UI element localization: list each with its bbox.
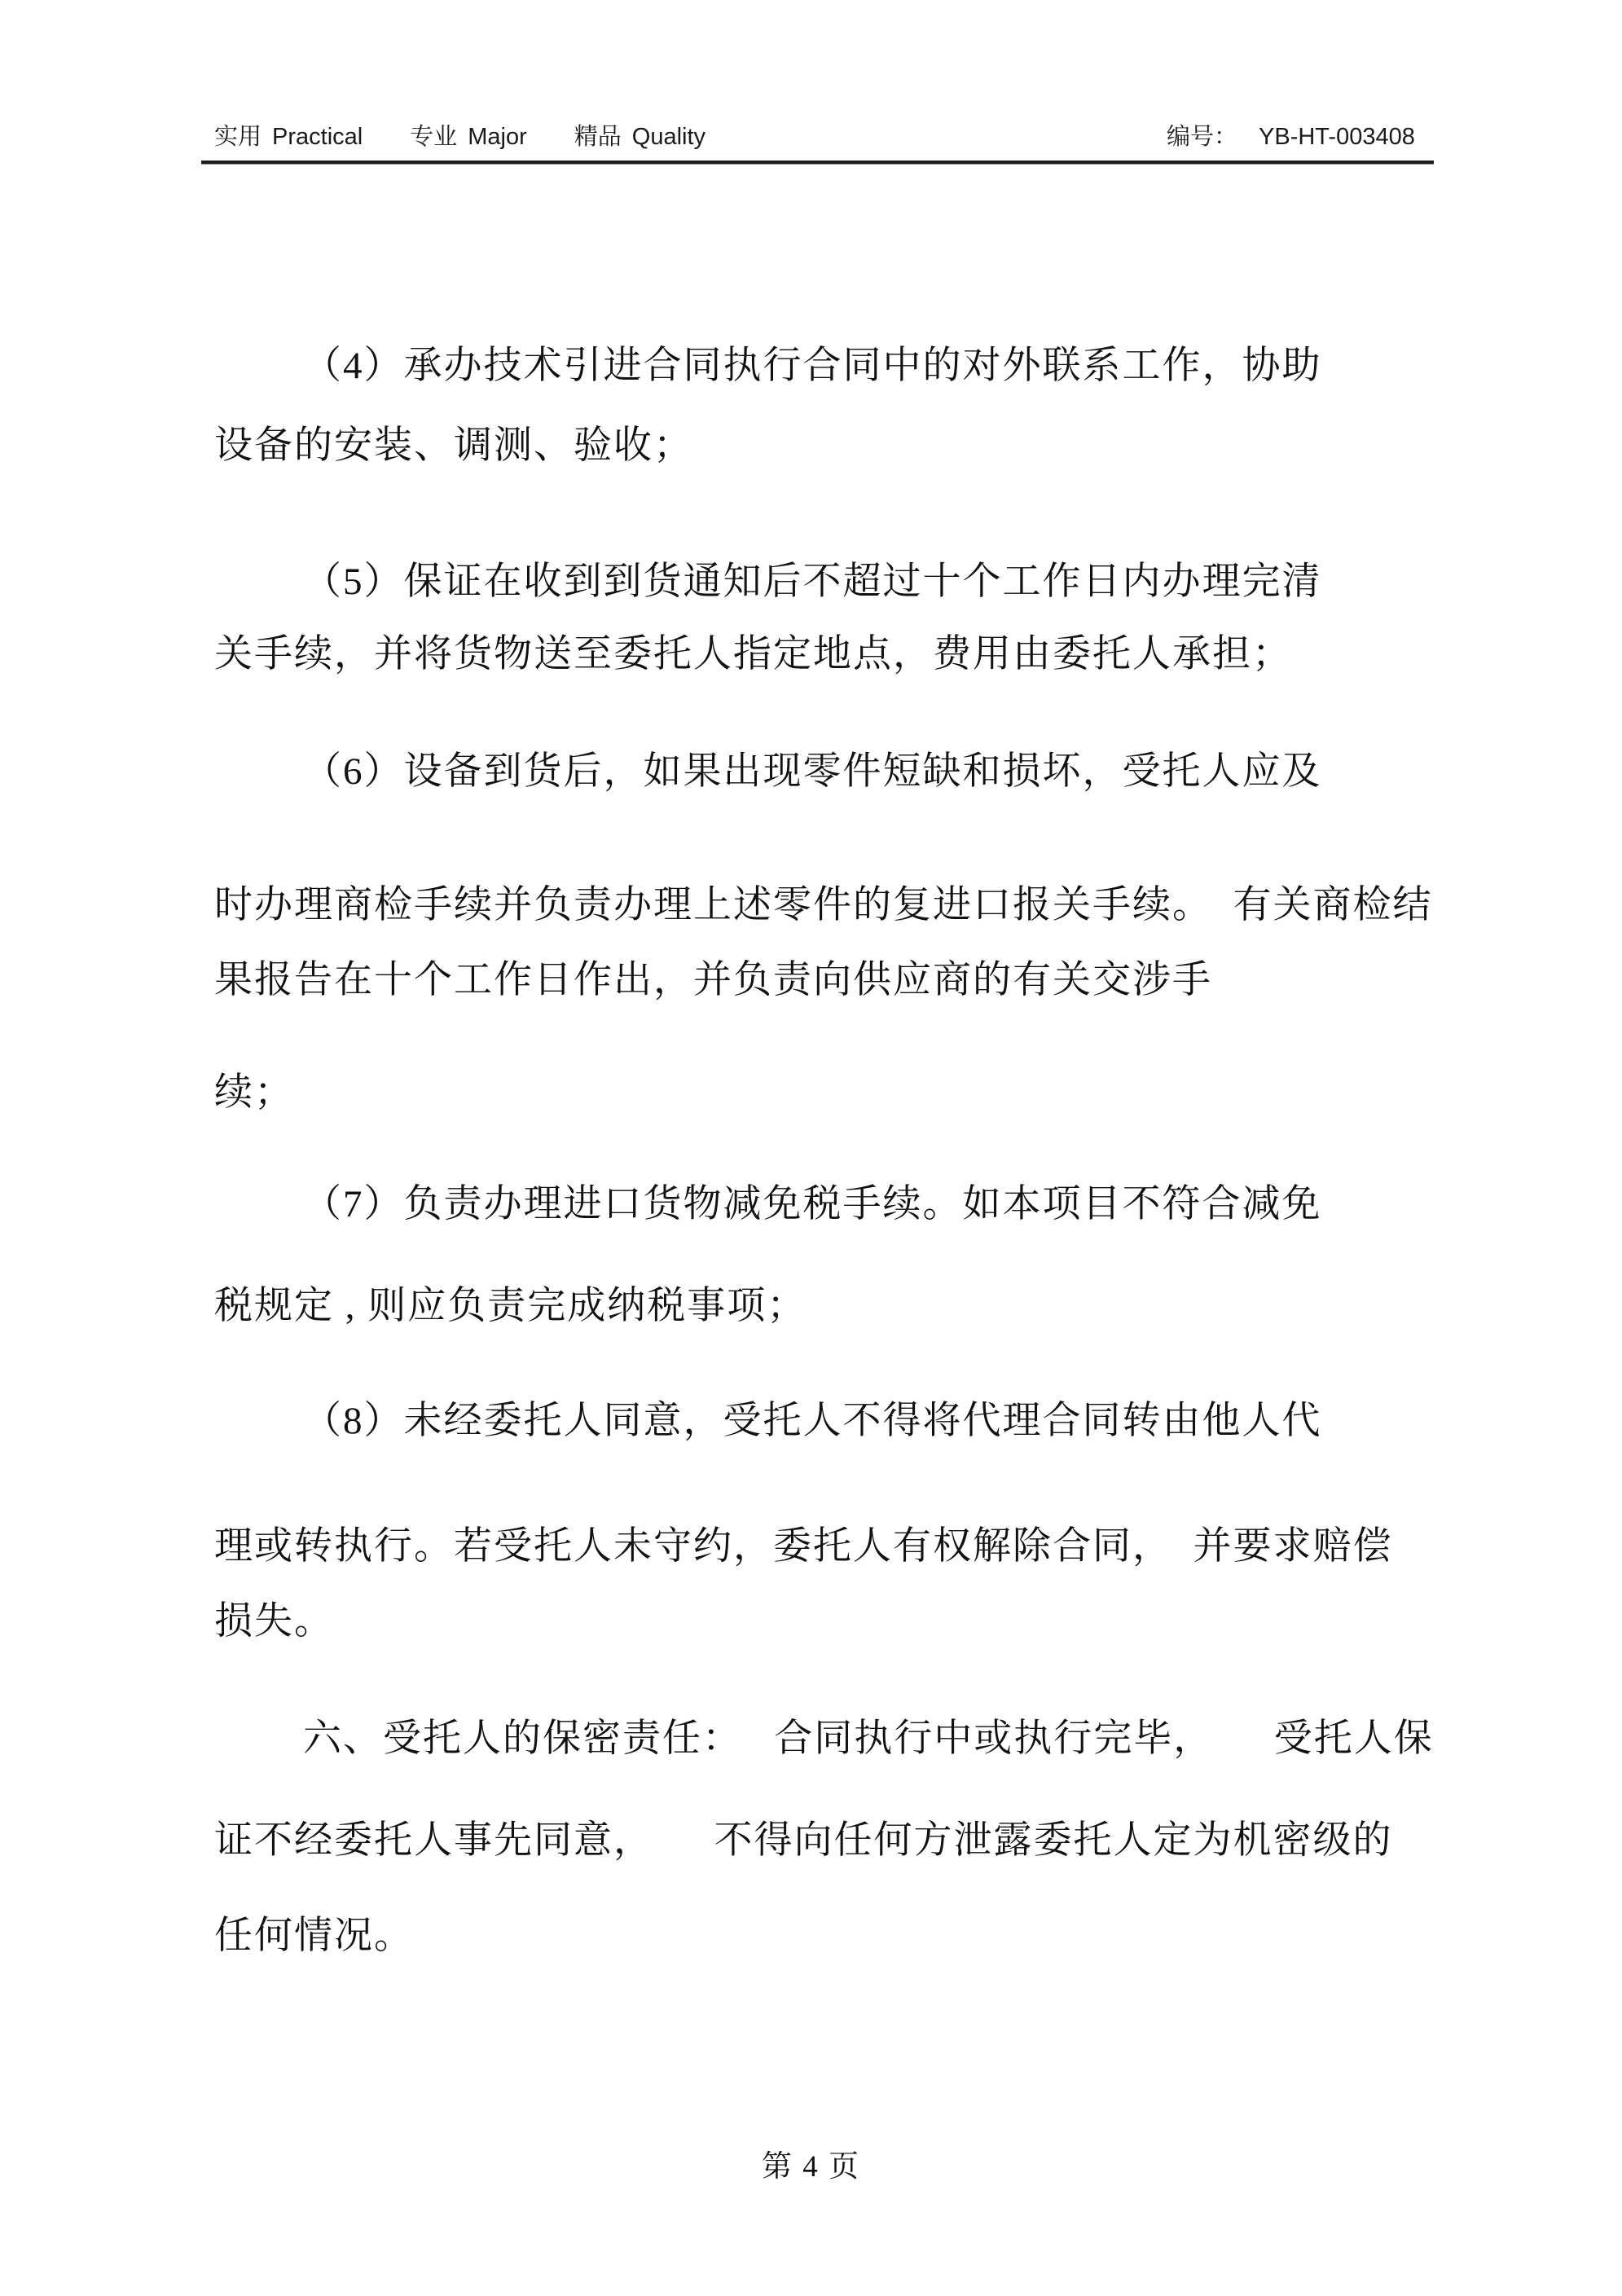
doc-number-label: 编号： xyxy=(1167,124,1238,150)
tagline-quality-zh: 精品 xyxy=(574,124,622,150)
clause-six-line-2: 证不经委托人事先同意， 不得向任何方泄露委托人定为机密级的 xyxy=(214,1819,1393,1862)
header-doc-number xyxy=(1167,122,1415,152)
tagline-practical-zh: 实用 xyxy=(214,124,262,150)
clause-8-line-2: 理或转执行。若受托人未守约，委托人有权解除合同， 并要求赔偿 xyxy=(214,1525,1393,1568)
header-rule xyxy=(201,161,1434,165)
tagline-practical-en: Practical xyxy=(272,124,363,150)
clause-6-line-2: 时办理商检手续并负责办理上述零件的复进口报关手续。 有关商检结 xyxy=(214,884,1433,926)
clause-4-line-2: 设备的安装、调测、验收； xyxy=(214,424,693,467)
clause-6-line-3: 果报告在十个工作日作出，并负责向供应商的有关交涉手 xyxy=(214,959,1212,1001)
clause-7-line-1: （7）负责办理进口货物减免税手续。如本项目不符合减免 xyxy=(303,1183,1322,1225)
clause-7-line-2: 税规定 , 则应负责完成纳税事项； xyxy=(214,1285,807,1327)
clause-4-line-1: （4）承办技术引进合同执行合同中的对外联系工作，协助 xyxy=(303,345,1322,387)
tagline-major-en: Major xyxy=(468,124,527,150)
tagline-major-zh: 专业 xyxy=(410,124,458,150)
clause-8-line-3: 损失。 xyxy=(214,1600,334,1643)
clause-6-line-4: 续； xyxy=(214,1071,294,1114)
doc-number-value: YB-HT-003408 xyxy=(1259,124,1415,150)
clause-6-line-1: （6）设备到货后，如果出现零件短缺和损坏，受托人应及 xyxy=(303,750,1322,793)
tagline-practical xyxy=(214,122,363,152)
tagline-quality-en: Quality xyxy=(631,124,706,150)
header-tagline xyxy=(214,122,706,152)
clause-six-line-3: 任何情况。 xyxy=(214,1915,414,1957)
tagline-major xyxy=(410,122,527,152)
clause-8-line-1: （8）未经委托人同意，受托人不得将代理合同转由他人代 xyxy=(303,1400,1322,1442)
clause-5-line-1: （5）保证在收到到货通知后不超过十个工作日内办理完清 xyxy=(303,561,1322,603)
clause-six-line-1: 六、受托人的保密责任： 合同执行中或执行完毕， 受托人保 xyxy=(303,1718,1434,1760)
tagline-quality xyxy=(574,122,706,152)
page-number: 第 4 页 xyxy=(762,2150,860,2184)
clause-5-line-2: 关手续，并将货物送至委托人指定地点，费用由委托人承担； xyxy=(214,633,1292,675)
